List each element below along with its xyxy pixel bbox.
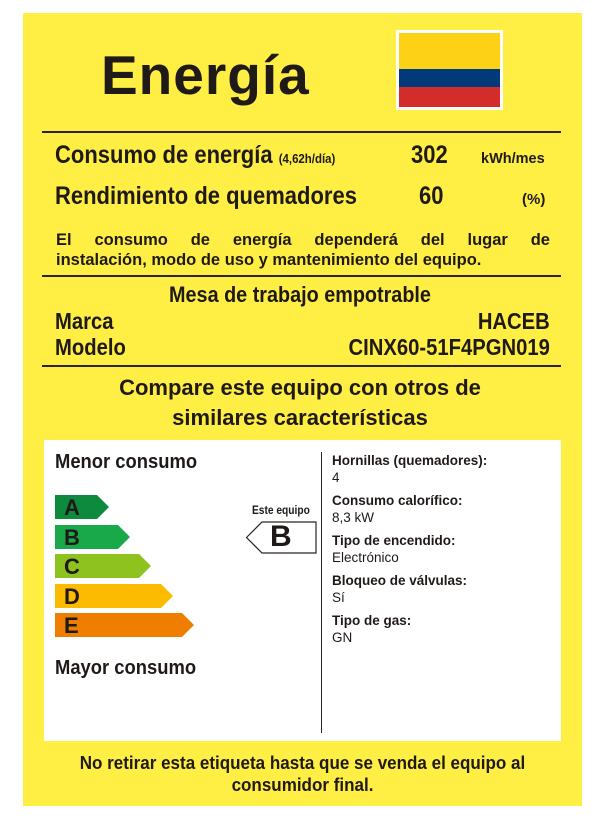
spec-value: 4 [332,470,340,485]
flag-yellow-stripe [399,33,500,69]
this-unit-class: B [270,520,292,553]
rating-letter-c: C [64,554,80,579]
energy-consumption-text: Consumo de energía [55,141,273,169]
spec-value: Electrónico [332,550,399,565]
spec-value: GN [332,630,353,645]
spec-item [332,532,557,566]
compare-heading-line-2: similares características [172,405,428,430]
footer-line-1: No retirar esta etiqueta hasta que se venda el equipo al [79,752,526,773]
rating-letter-e: E [64,613,79,638]
model-label: Modelo [55,334,126,360]
energy-consumption-value: 302 [411,141,448,169]
label-title: Energía [101,44,310,106]
rating-letter-d: D [64,584,80,609]
burner-efficiency-value: 60 [419,182,444,210]
spec-list [332,452,557,652]
burner-efficiency-unit: (%) [522,191,546,208]
this-unit-label: Este equipo [252,503,310,517]
rating-letter-a: A [64,495,80,520]
footer-line-2: consumidor final. [231,774,374,795]
spec-value: 8,3 kW [332,510,375,525]
spec-label: Tipo de gas: [332,613,412,628]
spec-item [332,492,557,526]
footer-notice [61,752,544,796]
spec-label: Hornillas (quemadores): [332,453,488,468]
usage-note: (4,62h/día) [278,151,336,166]
brand-value: HACEB [478,308,550,334]
spec-label: Tipo de encendido: [332,533,456,548]
flag-blue-stripe [399,69,500,87]
divider [42,365,561,367]
brand-label: Marca [55,308,114,334]
spec-item [332,452,557,486]
rating-letter-b: B [64,525,80,550]
spec-value: Sí [332,590,345,605]
scale-top-label: Menor consumo [55,451,198,473]
spec-item [332,572,557,606]
disclaimer-line-2: instalación, modo de uso y mantenimiento del equipo. [56,251,482,269]
compare-heading-line-1: Compare este equipo con otros de [119,375,481,400]
spec-item [332,612,557,646]
energy-consumption-label [55,143,335,168]
vertical-divider [321,452,322,733]
divider [42,131,561,133]
disclaimer-line-1: El consumo de energía dependerá del lugar de [56,231,550,249]
burner-efficiency-label: Rendimiento de quemadores [55,182,357,210]
divider [42,275,561,277]
spec-label: Consumo calorífico: [332,493,463,508]
scale-bottom-label: Mayor consumo [55,657,197,679]
product-type: Mesa de trabajo empotrable [169,282,431,307]
colombia-flag-icon [396,30,503,110]
model-value: CINX60-51F4PGN019 [348,334,550,360]
spec-label: Bloqueo de válvulas: [332,573,468,588]
flag-red-stripe [399,87,500,107]
energy-consumption-unit: kWh/mes [481,151,545,167]
